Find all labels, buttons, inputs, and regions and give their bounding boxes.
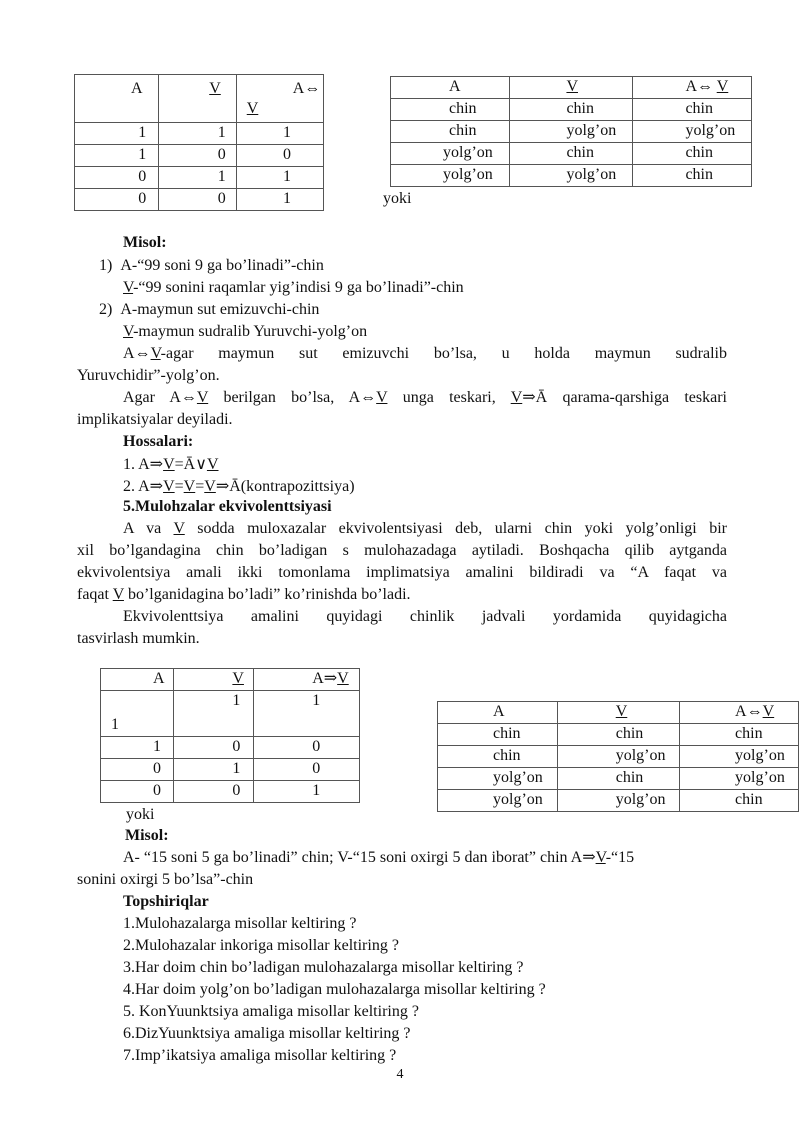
- truth-table-3: [100, 668, 360, 803]
- table-row: 0 0 1: [101, 781, 360, 803]
- truth-table-4: [437, 701, 799, 812]
- example-item-2: 2) A-maymun sut emizuvchi-chin: [99, 301, 320, 318]
- page-number: 4: [396, 1067, 404, 1082]
- table-row: yolg’on yolg’on chin: [438, 790, 799, 812]
- section-heading: 5.Mulohzalar ekvivolenttsiyasi: [123, 498, 332, 515]
- truth-table-2: [390, 76, 752, 187]
- table-row: 1 0 0: [101, 737, 360, 759]
- task-item: 1.Mulohazalarga misollar keltiring ?: [123, 915, 357, 932]
- table-row: yolg’on chin yolg’on: [438, 768, 799, 790]
- equivalence-example-line2: Yuruvchidir”-yolg’on.: [77, 367, 220, 384]
- t2-header-v: V: [510, 77, 633, 99]
- misol-heading: Misol:: [123, 234, 167, 251]
- table-row: chin chin chin: [438, 724, 799, 746]
- table-row: 1 1 1: [75, 123, 324, 145]
- t1-header-avv: A⇔ V: [236, 75, 323, 123]
- task-item: 7.Imp’ikatsiya amaliga misollar keltiring ?: [123, 1047, 397, 1064]
- property-2: 2. A⇒V=V=V⇒Ā(kontrapozittsiya): [123, 478, 355, 495]
- t1-header-a: A: [75, 75, 159, 123]
- example-2-line1: A- “15 soni 5 ga bo’linadi” chin; V-“15 soni oxirgi 5 dan iborat” chin A⇒V-“15: [123, 849, 635, 866]
- section5-line2: xil bo’lgandagina chin bo’ladigan s mulohazadaga aytiladi. Boshqacha qilib aytganda: [77, 542, 727, 559]
- t2-header-a: A: [391, 77, 510, 99]
- misol-heading-2: Misol:: [125, 827, 169, 844]
- table-row: 0 1 0: [101, 759, 360, 781]
- task-item: 2.Mulohazalar inkoriga misollar keltiring ?: [123, 937, 399, 954]
- t3-header-avv: A⇒V: [254, 669, 360, 691]
- implication-definition-line1: Agar A⇔V berilgan bo’lsa, A⇔V unga teskari, V⇒Ā qarama-qarshiga teskari: [123, 389, 727, 406]
- table-row: 0 1 1: [75, 167, 324, 189]
- example-item-1-v: V-“99 sonini raqamlar yig’indisi 9 ga bo’linadi”-chin: [123, 279, 464, 296]
- table-row: chin yolg’on yolg’on: [391, 121, 752, 143]
- property-1: 1. A⇒V=Ā∨V: [123, 456, 219, 473]
- table-row: 1 0 0: [75, 145, 324, 167]
- implication-definition-line2: implikatsiyalar deyiladi.: [77, 411, 233, 428]
- table-row: yolg’on yolg’on chin: [391, 165, 752, 187]
- properties-heading: Hossalari:: [123, 433, 194, 450]
- t4-header-avv: A⇔V: [680, 702, 799, 724]
- table-row: 0 0 1: [75, 189, 324, 211]
- t2-header-avv: A⇔ V: [633, 77, 752, 99]
- truth-table-1: [74, 74, 324, 211]
- t4-header-a: A: [438, 702, 558, 724]
- table-row: 1 1 1: [101, 691, 360, 737]
- t3-header-v: V: [174, 669, 254, 691]
- table3-caption: yoki: [126, 806, 155, 823]
- section5-line5: Ekvivolenttsiya amalini quyidagi chinlik jadvali yordamida quyidagicha: [123, 608, 727, 625]
- table2-caption: yoki: [383, 190, 412, 207]
- t4-header-v: V: [557, 702, 679, 724]
- table-row: chin yolg’on yolg’on: [438, 746, 799, 768]
- section5-line3: ekvivolentsiya amali ikki tomonlama implimatsiya amalini bildiradi va “A faqat va: [77, 564, 727, 581]
- example-item-1: 1) A-“99 soni 9 ga bo’linadi”-chin: [99, 257, 324, 274]
- task-item: 5. KonYuunktsiya amaliga misollar keltiring ?: [123, 1003, 419, 1020]
- equivalence-example-line1: A⇔V-agar maymun sut emizuvchi bo’lsa, u holda maymun sudralib: [123, 345, 727, 362]
- t3-header-a: A: [101, 669, 174, 691]
- task-item: 3.Har doim chin bo’ladigan mulohazalarga misollar keltiring ?: [123, 959, 524, 976]
- example-item-2-v: V-maymun sudralib Yuruvchi-yolg’on: [123, 323, 368, 340]
- task-item: 6.DizYuunktsiya amaliga misollar keltiring ?: [123, 1025, 411, 1042]
- section5-line4: faqat V bo’lganidagina bo’ladi” ko’rinishda bo’ladi.: [77, 586, 411, 603]
- tasks-heading: Topshiriqlar: [123, 893, 209, 910]
- section5-line1: A va V sodda muloxazalar ekvivolentsiyasi deb, ularni chin yoki yolg’onligi bir: [123, 520, 727, 537]
- t1-header-v: V: [159, 75, 237, 123]
- task-item: 4.Har doim yolg’on bo’ladigan mulohazalarga misollar keltiring ?: [123, 981, 546, 998]
- table-row: chin chin chin: [391, 99, 752, 121]
- section5-line6: tasvirlash mumkin.: [77, 630, 200, 647]
- table-row: yolg’on chin chin: [391, 143, 752, 165]
- example-2-line2: sonini oxirgi 5 bo’lsa”-chin: [77, 871, 254, 888]
